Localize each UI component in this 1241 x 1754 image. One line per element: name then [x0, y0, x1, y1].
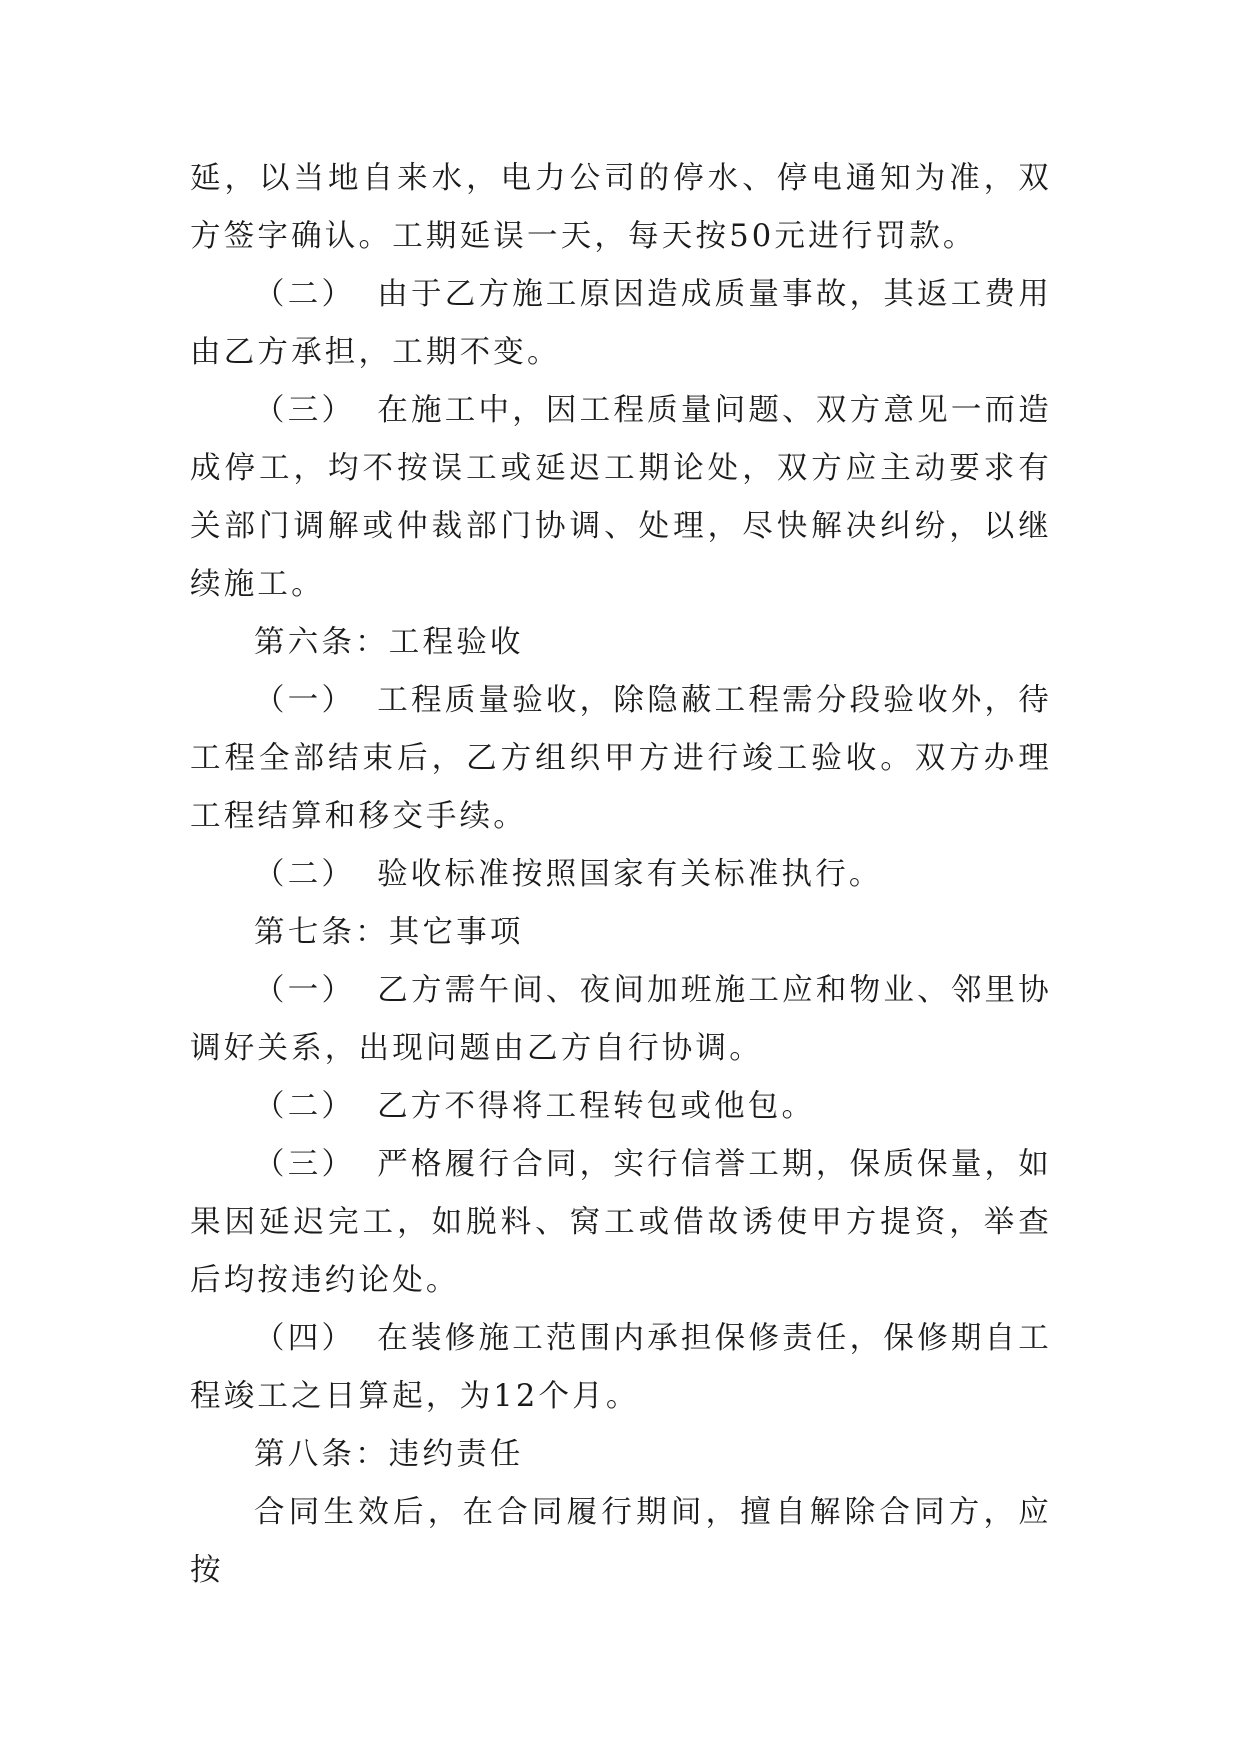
clause-item: [190, 1136, 1052, 1310]
article-heading: [190, 614, 1052, 672]
paragraph-continuation: [190, 150, 1052, 266]
clause-text: 乙方需午间、夜间加班施工应和物业、邻里协调好关系，出现问题由乙方自行协调。: [190, 973, 1053, 1066]
clause-text: 在施工中，因工程质量问题、双方意见一而造成停工，均不按误工或延迟工期论处，双方应主动要求有关部门调解或仲裁部门协调、处理，尽快解决纠纷，以继续施工。: [190, 393, 1053, 602]
clause-item: [190, 382, 1052, 614]
clause-text: 严格履行合同，实行信誉工期，保质保量，如果因延迟完工，如脱料、窝工或借故诱使甲方提资，举查后均按违约论处。: [190, 1147, 1053, 1298]
clause-text: 由于乙方施工原因造成质量事故，其返工费用由乙方承担，工期不变。: [190, 277, 1053, 370]
clause-number: （一）: [254, 683, 356, 718]
clause-number: （三）: [254, 393, 356, 428]
clause-number: （二）: [254, 857, 356, 892]
clause-text: 工程质量验收，除隐蔽工程需分段验收外，待工程全部结束后，乙方组织甲方进行竣工验收。双方办理工程结算和移交手续。: [190, 683, 1053, 834]
clause-item: [190, 266, 1052, 382]
article-heading-text: 第八条：违约责任: [254, 1437, 524, 1472]
clause-number: （二）: [254, 1089, 356, 1124]
clause-number: （一）: [254, 973, 356, 1008]
clause-text: 在装修施工范围内承担保修责任，保修期自工程竣工之日算起，为12个月。: [190, 1321, 1053, 1414]
article-heading-text: 第七条：其它事项: [254, 915, 524, 950]
article-heading: [190, 904, 1052, 962]
paragraph-text: 延，以当地自来水，电力公司的停水、停电通知为准，双方签字确认。工期延误一天，每天按50元进行罚款。: [190, 161, 1052, 254]
paragraph-text: 合同生效后，在合同履行期间，擅自解除合同方，应按: [190, 1495, 1052, 1588]
article-heading-text: 第六条：工程验收: [254, 625, 524, 660]
clause-item: [190, 1078, 1052, 1136]
clause-number: （三）: [254, 1147, 356, 1182]
clause-number: （四）: [254, 1321, 356, 1356]
clause-item: [190, 1310, 1052, 1426]
clause-number: （二）: [254, 277, 356, 312]
document-body: [190, 150, 1052, 1600]
paragraph: [190, 1484, 1052, 1600]
clause-item: [190, 672, 1052, 846]
clause-text: 乙方不得将工程转包或他包。: [377, 1089, 816, 1124]
article-heading: [190, 1426, 1052, 1484]
clause-text: 验收标准按照国家有关标准执行。: [377, 857, 883, 892]
clause-item: [190, 962, 1052, 1078]
clause-item: [190, 846, 1052, 904]
